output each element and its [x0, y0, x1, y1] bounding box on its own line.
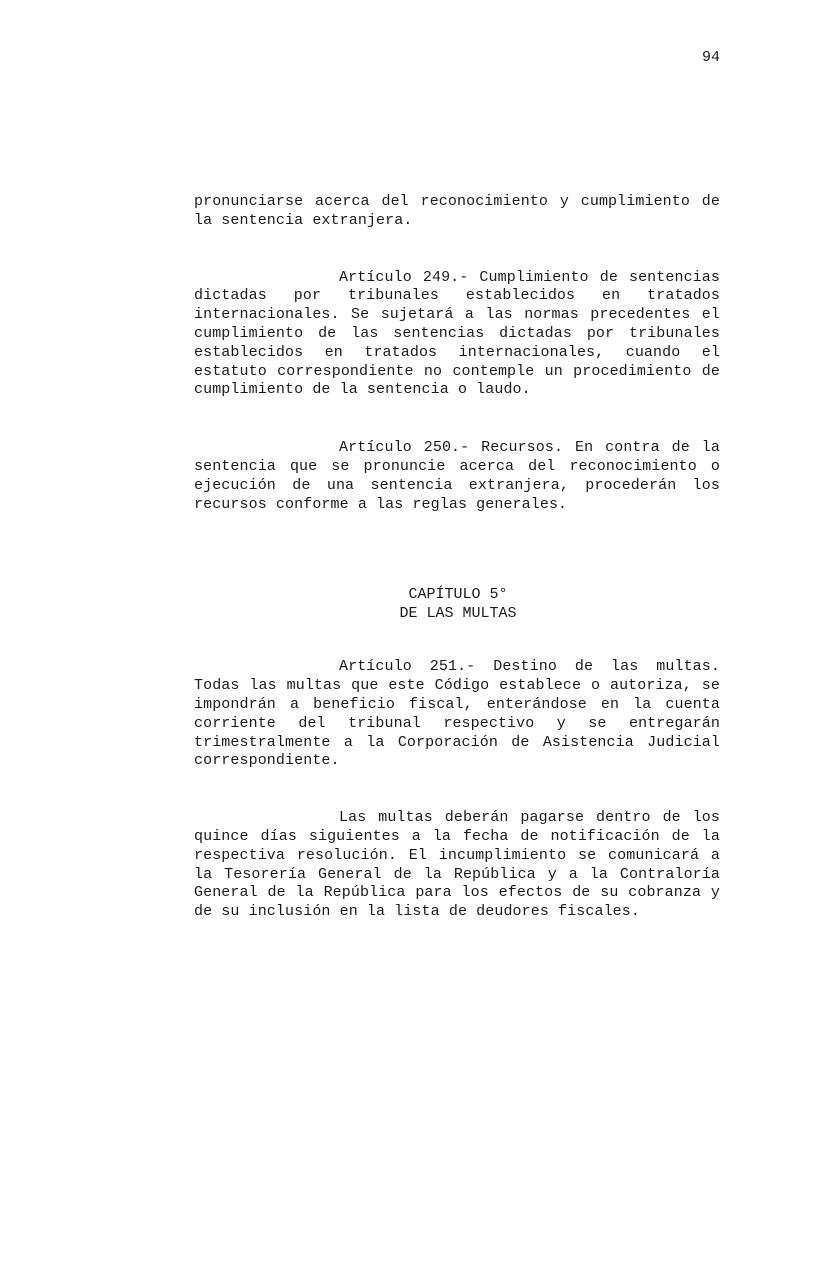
intro-paragraph: pronunciarse acerca del reconocimiento y cumplimiento de la sentencia extranjera.	[194, 193, 720, 229]
article-251-paragraph: Artículo 251.- Destino de las multas. Todas las multas que este Código establece o autoriza, se impondrán a beneficio fiscal, enterándose en la cuenta corriente del tribunal respectivo y se entregarán trimestralmente a la Corporación de Asistencia Judicial correspondiente.	[194, 658, 720, 770]
multas-payment-paragraph: Las multas deberán pagarse dentro de los quince días siguientes a la fecha de notificación de la respectiva resolución. El incumplimiento se comunicará a la Tesorería General de la República y a la Contraloría General de la República para los efectos de su cobranza y de su inclusión en la lista de deudores fiscales.	[194, 809, 720, 921]
chapter-title: CAPÍTULO 5°	[408, 586, 508, 604]
chapter-heading	[194, 585, 720, 623]
document-body	[194, 193, 720, 922]
article-249-paragraph: Artículo 249.- Cumplimiento de sentencias dictadas por tribunales establecidos en tratados internacionales. Se sujetará a las normas precedentes el cumplimiento de las sentencias dictadas por tribunales establecidos en tratados internacionales, cuando el estatuto correspondiente no contemple un procedimiento de cumplimiento de la sentencia o laudo.	[194, 268, 720, 399]
page-number: 94	[701, 49, 720, 66]
article-250-paragraph: Artículo 250.- Recursos. En contra de la sentencia que se pronuncie acerca del reconocimiento o ejecución de una sentencia extranjera, procederán los recursos conforme a las reglas generales.	[194, 439, 720, 513]
chapter-subtitle: DE LAS MULTAS	[399, 605, 517, 623]
